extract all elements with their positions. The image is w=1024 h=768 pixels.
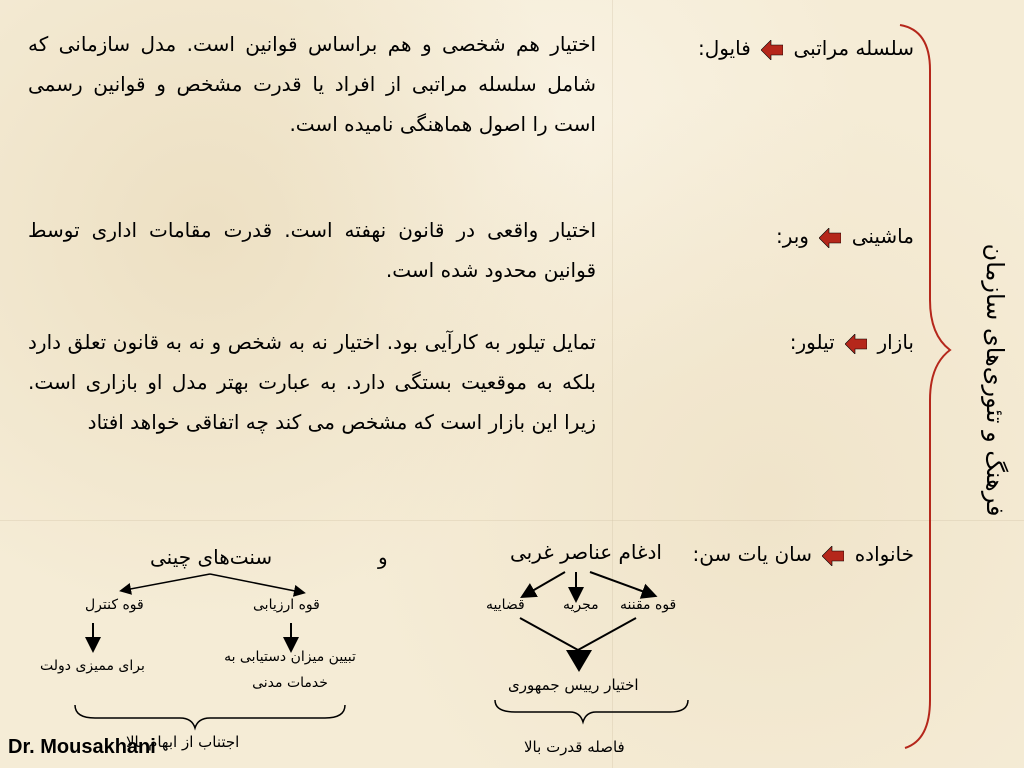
president-label: اختیار رییس جمهوری: [508, 676, 639, 694]
paragraph-weber: اختیار واقعی در قانون نهفته است. قدرت مقامات اداری توسط قوانین محدود شده است.: [28, 218, 596, 282]
high-power-distance: فاصله قدرت بالا: [524, 738, 625, 756]
row-right-label: فایول:: [697, 36, 751, 60]
row-right-label: تیلور:: [789, 330, 835, 354]
power-legislative: قوه مقننه: [620, 597, 677, 613]
row-left-label: ماشینی: [851, 224, 914, 248]
row-left-label: سلسله مراتبی: [793, 36, 914, 60]
row-right-label: وبر:: [775, 224, 809, 248]
paragraph-fayol: اختیار هم شخصی و هم براساس قوانین است. مدل سازمانی که شامل سلسله مراتبی از افراد یا قدرت مشخص و قوانین رسمی است را اصول هماهنگی نامیده است.: [28, 32, 596, 136]
state-auditor: برای ممیزی دولت: [40, 658, 145, 674]
avoidance-label: اجتناب از ابهام بالا: [126, 733, 240, 751]
power-executive: مجریه: [563, 597, 599, 613]
civil-services: تبیین میزان دستیابی به خدمات مدنی: [224, 649, 356, 691]
evaluation-power: قوه ارزیابی: [253, 597, 320, 613]
author-credit: Dr. Mousakhani: [8, 736, 156, 758]
side-title: فرهنگ و تئوری‌های سازمان: [981, 243, 1009, 517]
power-judicial: قضاییه: [486, 597, 525, 613]
conjunction: و: [378, 545, 388, 569]
merge-title: ادغام عناصر غربی: [510, 540, 662, 564]
paragraph-taylor: تمایل تیلور به کارآیی بود. اختیار نه به شخص و نه به قانون تعلق دارد بلکه به موقعیت بستگی دارد. به عبارت بهتر مدل او بازاری است. زیرا این بازار است که مشخص می کند چه اتفاقی خواهد افتاد: [28, 330, 596, 434]
row-left-label: خانواده: [854, 542, 914, 566]
chinese-title: سنت‌های چینی: [150, 545, 273, 569]
control-power: قوه کنترل: [85, 597, 144, 613]
row-right-label: سان یات سن:: [692, 542, 812, 566]
row-left-label: بازار: [877, 330, 914, 354]
